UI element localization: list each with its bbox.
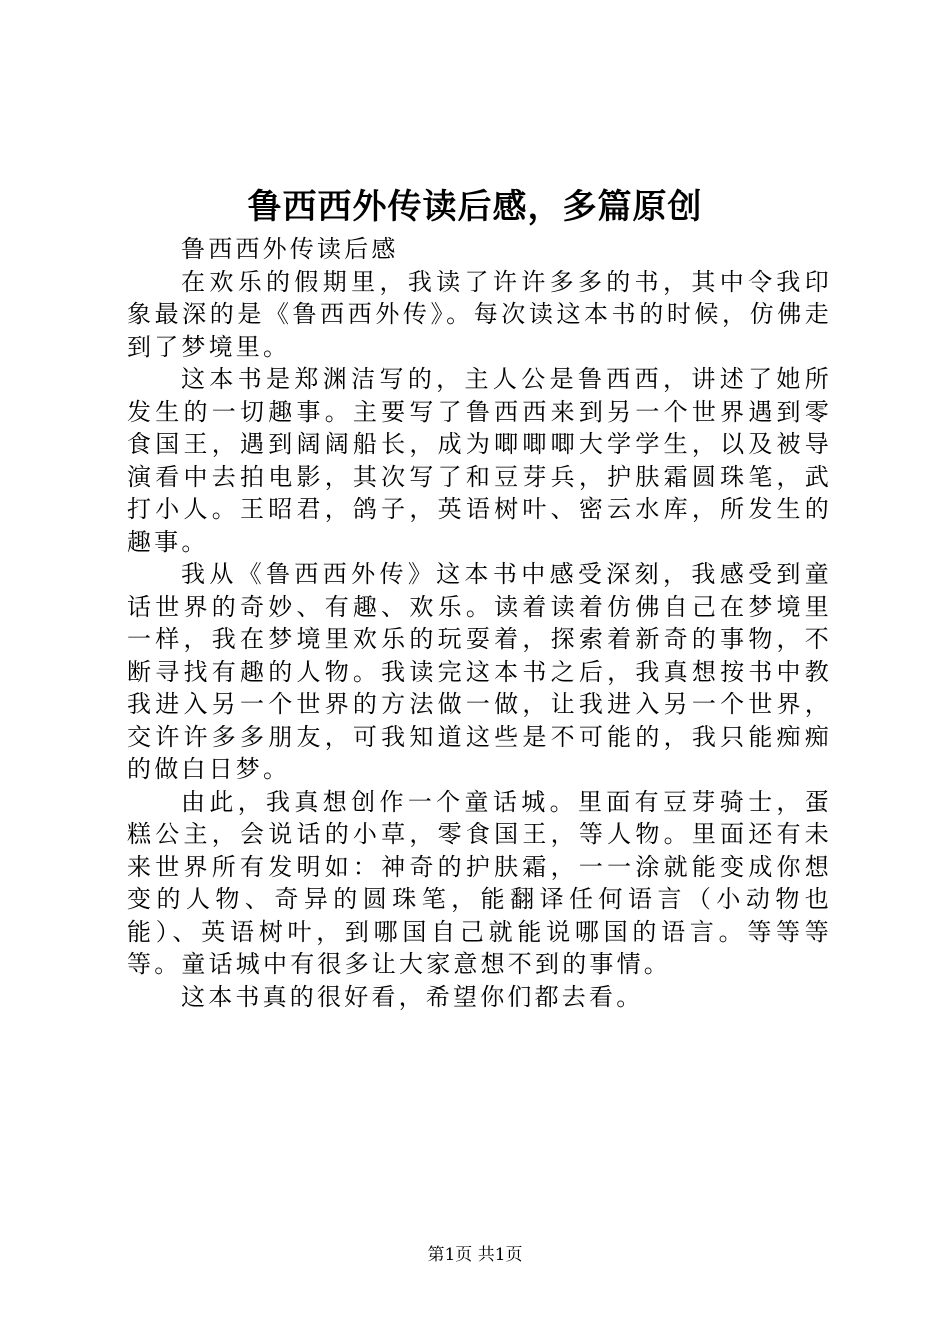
document-body (127, 233, 832, 1013)
document-subtitle: 鲁西西外传读后感 (181, 235, 399, 263)
paragraph-1: 在欢乐的假期里，我读了许许多多的书，其中令我印象最深的是《鲁西西外传》。每次读这本书的时候，仿佛走到了梦境里。 (127, 267, 832, 361)
document-title: 鲁西西外传读后感，多篇原创 (247, 187, 703, 227)
paragraph-2: 这本书是郑渊洁写的，主人公是鲁西西，讲述了她所发生的一切趣事。主要写了鲁西西来到另一个世界遇到零食国王，遇到阔阔船长，成为唧唧唧大学学生，以及被导演看中去拍电影，其次写了和豆芽兵，护肤霜圆珠笔，武打小人。王昭君，鸽子，英语树叶、密云水库，所发生的趣事。 (127, 365, 832, 556)
paragraph-4: 由此，我真想创作一个童话城。里面有豆芽骑士，蛋糕公主，会说话的小草，零食国王，等人物。里面还有未来世界所有发明如：神奇的护肤霜，一一涂就能变成你想变的人物、奇异的圆珠笔，能翻译任何语言（小动物也能）、英语树叶，到哪国自己就能说哪国的语言。等等等等。童话城中有很多让大家意想不到的事情。 (127, 787, 832, 978)
page-number-footer: 第1页 共1页 (427, 1245, 523, 1265)
paragraph-5: 这本书真的很好看，希望你们都去看。 (181, 982, 644, 1011)
paragraph-3: 我从《鲁西西外传》这本书中感受深刻，我感受到童话世界的奇妙、有趣、欢乐。读着读着仿佛自己在梦境里一样，我在梦境里欢乐的玩耍着，探索着新奇的事物，不断寻找有趣的人物。我读完这本书之后，我真想按书中教我进入另一个世界的方法做一做，让我进入另一个世界，交许许多多朋友，可我知道这些是不可能的，我只能痴痴的做白日梦。 (127, 560, 832, 783)
